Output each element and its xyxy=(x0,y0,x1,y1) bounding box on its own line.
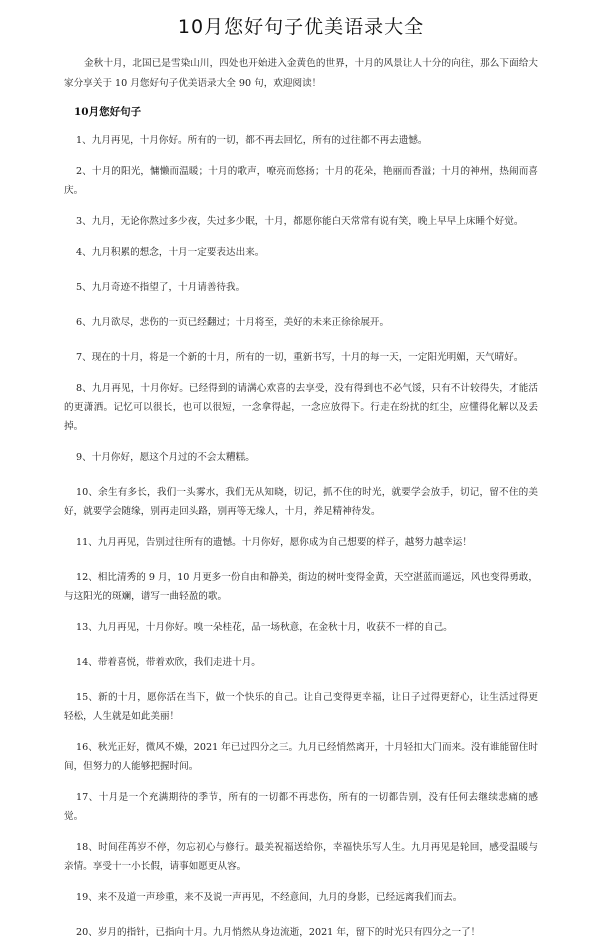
list-item: 12、相比清秀的 9 月，10 月更多一份自由和静美，街边的树叶变得金黄，天空湛蓝而遥远，风也变得勇敢，与这阳光的斑斓，谱写一曲轻盈的歌。 xyxy=(64,572,538,602)
list-item: 4、九月积累的想念，十月一定要表达出来。 xyxy=(76,247,265,258)
list-item: 9、十月你好，愿这个月过的不会太糟糕。 xyxy=(76,452,255,463)
list-item: 13、九月再见，十月你好。嗅一朵桂花，品一场秋意，在金秋十月，收获不一样的自己。 xyxy=(76,622,453,633)
quote-list xyxy=(64,131,538,942)
list-item: 17、十月是一个充满期待的季节，所有的一切都不再悲伤，所有的一切都告别，没有任何去继续悲痛的感觉。 xyxy=(64,792,538,822)
list-item: 19、来不及道一声珍重，来不及说一声再见，不经意间，九月的身影，已经远离我们而去。 xyxy=(76,892,463,903)
list-item: 1、九月再见，十月你好。所有的一切，都不再去回忆，所有的过往都不再去遗憾。 xyxy=(76,135,428,146)
list-item: 7、现在的十月，将是一个新的十月，所有的一切，重新书写，十月的每一天，一定阳光明媚，天气晴好。 xyxy=(76,352,524,363)
list-item: 3、九月，无论你熬过多少夜，失过多少眠，十月，都愿你能白天常常有说有笑，晚上早早上床睡个好觉。 xyxy=(76,216,524,227)
list-item: 15、新的十月，愿你活在当下，做一个快乐的自己。让自己变得更幸福，让日子过得更舒心，让生活过得更轻松，人生就是如此美丽！ xyxy=(64,692,538,722)
list-item: 20、岁月的指针，已指向十月。九月悄然从身边流逝，2021 年，留下的时光只有四分之一了！ xyxy=(76,927,481,938)
list-item: 14、带着喜悦，带着欢欣，我们走进十月。 xyxy=(76,657,261,668)
intro-paragraph: 金秋十月，北国已是雪染山川，四处也开始进入金黄色的世界，十月的风景让人十分的向往，那么下面给大家分享关于 10 月您好句子优美语录大全 90 句，欢迎阅读！ xyxy=(64,58,538,89)
list-item: 6、九月欲尽，悲伤的一页已经翻过；十月将至，美好的未来正徐徐展开。 xyxy=(76,317,390,328)
list-item: 18、时间荏苒岁不停，勿忘初心与修行。最美祝福送给你，幸福快乐写人生。九月再见是轮回，感受温暖与亲情。享受十一小长假，请事如愿更从容。 xyxy=(64,842,538,872)
page-title: 10月您好句子优美语录大全 xyxy=(177,16,425,38)
list-item: 8、九月再见，十月你好。已经得到的请满心欢喜的去享受，没有得到也不必气馁，只有不计较得失，才能活的更潇洒。记忆可以很长，也可以很短，一念拿得起，一念应放得下。行走在纷扰的红尘，应懂得化解以及丢掉。 xyxy=(64,383,538,432)
list-item: 5、九月奇迹不指望了，十月请善待我。 xyxy=(76,282,246,293)
section-heading: 10月您好句子 xyxy=(74,106,142,118)
list-item: 10、余生有多长，我们一头雾水，我们无从知晓，切记，抓不住的时光，就要学会放手，切记，留不住的美好，就要学会随缘，别再走回头路，别再等无缘人，十月，养足精神待发。 xyxy=(64,487,538,517)
list-item: 2、十月的阳光，慵懒而温暖；十月的歌声，嘹亮而悠扬；十月的花朵，艳丽而香溢；十月的神州，热闹而喜庆。 xyxy=(64,166,538,196)
list-item: 11、九月再见，告别过往所有的遗憾。十月你好，愿你成为自己想要的样子，越努力越幸运！ xyxy=(76,537,472,548)
list-item: 16、秋光正好，微风不燥，2021 年已过四分之三。九月已经悄然离开，十月轻扣大门而来。没有谁能留住时间，但努力的人能够把握时间。 xyxy=(64,742,538,772)
